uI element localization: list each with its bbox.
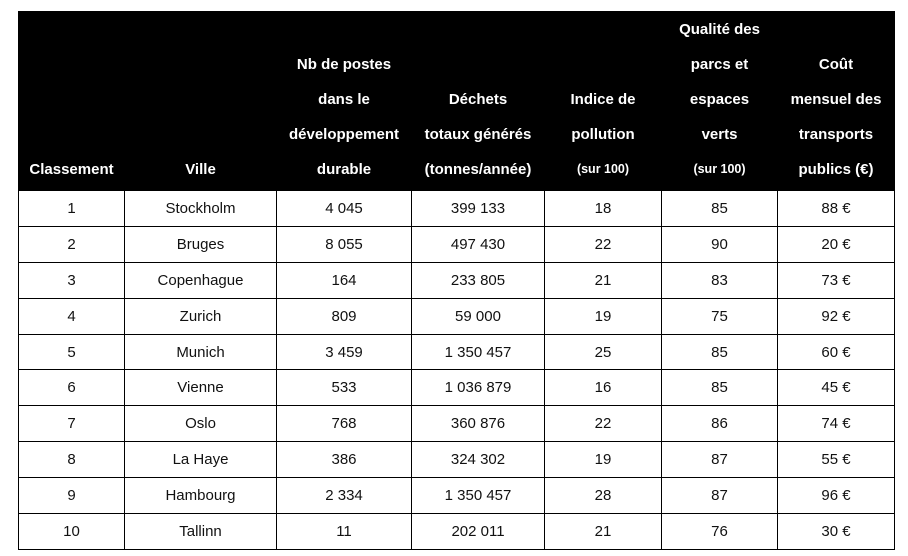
- cell-parks: 90: [662, 226, 778, 262]
- header-parcs-note: (sur 100): [693, 162, 746, 176]
- cell-transport: 30 €: [778, 514, 895, 550]
- cell-transport: 92 €: [778, 298, 895, 334]
- cell-city: Hambourg: [125, 478, 277, 514]
- table-row: [19, 226, 895, 262]
- cell-pollution: 18: [545, 191, 662, 227]
- header-transports-line: Coût: [818, 56, 854, 73]
- table-row: [19, 334, 895, 370]
- header-transports-line: publics (€): [798, 161, 874, 178]
- cell-pollution: 28: [545, 478, 662, 514]
- cell-rank: 9: [19, 478, 125, 514]
- header-transports-line: mensuel des: [790, 91, 882, 108]
- cell-city: Bruges: [125, 226, 277, 262]
- header-transports-line: transports: [798, 126, 874, 143]
- cell-parks: 87: [662, 442, 778, 478]
- header-parcs-line: parcs et: [690, 56, 749, 73]
- cell-rank: 4: [19, 298, 125, 334]
- header-dechets-line: (tonnes/année): [424, 161, 532, 178]
- cell-city: Zurich: [125, 298, 277, 334]
- cell-waste: 1 350 457: [412, 478, 545, 514]
- header-parcs-line: Qualité des: [679, 21, 760, 38]
- table-row: [19, 514, 895, 550]
- cell-jobs: 386: [277, 442, 412, 478]
- header-postes: [277, 12, 412, 191]
- cell-transport: 96 €: [778, 478, 895, 514]
- cell-parks: 87: [662, 478, 778, 514]
- header-transports: [778, 12, 895, 191]
- cell-transport: 20 €: [778, 226, 895, 262]
- cell-jobs: 809: [277, 298, 412, 334]
- cell-jobs: 164: [277, 262, 412, 298]
- table-row: [19, 298, 895, 334]
- cell-jobs: 768: [277, 406, 412, 442]
- cell-jobs: 3 459: [277, 334, 412, 370]
- cell-pollution: 19: [545, 298, 662, 334]
- cell-waste: 59 000: [412, 298, 545, 334]
- header-dechets: [412, 12, 545, 191]
- header-ville: [125, 12, 277, 191]
- header-postes-line: développement: [288, 126, 400, 143]
- cell-jobs: 11: [277, 514, 412, 550]
- cell-pollution: 22: [545, 406, 662, 442]
- cell-city: Stockholm: [125, 191, 277, 227]
- table-row: [19, 262, 895, 298]
- cell-transport: 74 €: [778, 406, 895, 442]
- cell-transport: 73 €: [778, 262, 895, 298]
- cell-jobs: 2 334: [277, 478, 412, 514]
- cell-pollution: 22: [545, 226, 662, 262]
- cell-transport: 55 €: [778, 442, 895, 478]
- cell-waste: 360 876: [412, 406, 545, 442]
- header-parcs-line: verts: [701, 126, 738, 143]
- table-row: [19, 191, 895, 227]
- cell-parks: 83: [662, 262, 778, 298]
- cell-rank: 2: [19, 226, 125, 262]
- header-ville-line: Ville: [185, 161, 216, 178]
- table-row: [19, 442, 895, 478]
- header-pollution-line: Indice de: [570, 91, 636, 108]
- cell-pollution: 21: [545, 514, 662, 550]
- cell-rank: 1: [19, 191, 125, 227]
- cell-rank: 3: [19, 262, 125, 298]
- header-pollution: [545, 12, 662, 191]
- cell-city: Vienne: [125, 370, 277, 406]
- cell-rank: 8: [19, 442, 125, 478]
- cell-waste: 1 036 879: [412, 370, 545, 406]
- cell-pollution: 19: [545, 442, 662, 478]
- cell-jobs: 4 045: [277, 191, 412, 227]
- table-body: [19, 191, 895, 550]
- header-parcs-line: espaces: [689, 91, 750, 108]
- cell-waste: 233 805: [412, 262, 545, 298]
- cell-pollution: 25: [545, 334, 662, 370]
- cell-rank: 6: [19, 370, 125, 406]
- cell-transport: 88 €: [778, 191, 895, 227]
- header-dechets-line: Déchets: [448, 91, 508, 108]
- header-parcs: [662, 12, 778, 191]
- cell-pollution: 21: [545, 262, 662, 298]
- cell-parks: 85: [662, 191, 778, 227]
- cell-parks: 85: [662, 334, 778, 370]
- cell-city: La Haye: [125, 442, 277, 478]
- cell-jobs: 533: [277, 370, 412, 406]
- cell-parks: 76: [662, 514, 778, 550]
- cell-transport: 45 €: [778, 370, 895, 406]
- ranking-table: [18, 11, 895, 550]
- table-row: [19, 478, 895, 514]
- cell-transport: 60 €: [778, 334, 895, 370]
- header-pollution-note: (sur 100): [576, 162, 630, 176]
- cell-city: Copenhague: [125, 262, 277, 298]
- cell-jobs: 8 055: [277, 226, 412, 262]
- cell-parks: 85: [662, 370, 778, 406]
- header-classement-line: Classement: [29, 161, 114, 178]
- header-classement: [19, 12, 125, 191]
- cell-city: Tallinn: [125, 514, 277, 550]
- cell-parks: 86: [662, 406, 778, 442]
- header-row: [19, 12, 895, 191]
- cell-city: Munich: [125, 334, 277, 370]
- header-dechets-line: totaux générés: [424, 126, 532, 143]
- cell-city: Oslo: [125, 406, 277, 442]
- cell-rank: 7: [19, 406, 125, 442]
- cell-waste: 202 011: [412, 514, 545, 550]
- header-postes-line: durable: [316, 161, 372, 178]
- cell-waste: 324 302: [412, 442, 545, 478]
- cell-rank: 10: [19, 514, 125, 550]
- header-postes-line: Nb de postes: [296, 56, 392, 73]
- table-row: [19, 406, 895, 442]
- cell-parks: 75: [662, 298, 778, 334]
- cell-waste: 497 430: [412, 226, 545, 262]
- header-postes-line: dans le: [318, 91, 370, 108]
- table-row: [19, 370, 895, 406]
- cell-waste: 1 350 457: [412, 334, 545, 370]
- cell-pollution: 16: [545, 370, 662, 406]
- cell-rank: 5: [19, 334, 125, 370]
- cell-waste: 399 133: [412, 191, 545, 227]
- header-pollution-line: pollution: [571, 126, 635, 143]
- table-header: [19, 12, 895, 191]
